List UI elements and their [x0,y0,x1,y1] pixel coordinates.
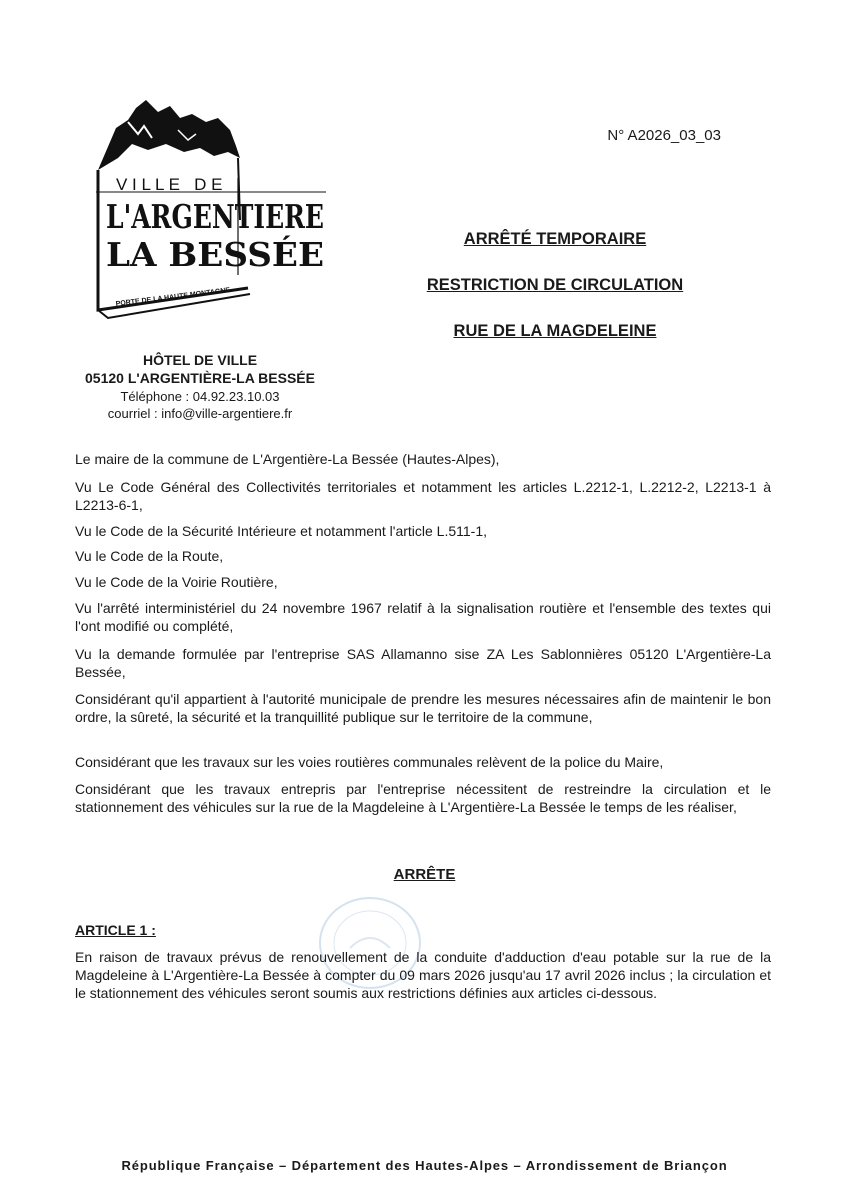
address-phone: Téléphone : 04.92.23.10.03 [120,389,280,404]
town-logo [88,100,333,320]
preamble-considerant-travaux: Considérant que les travaux entrepris par l'entreprise nécessitent de restreindre la circulation et le stationnement des véhicules sur la rue de la Magdeleine à L'Argentière-La Bessée le temps de les réaliser, [75,781,771,815]
logo-line1: L'ARGENTIERE [106,197,324,236]
article1-text: En raison de travaux prévus de renouvellement de la conduite d'adduction d'eau potable sur la rue de la Magdeleine à L'Argentière-La Bessée à compter du 09 mars 2026 jusqu'au 17 avril 2026 inclus ; la circulation et le stationnement des véhicules seront soumis aux restrictions définies aux articles ci-dessous. [75,949,771,1001]
preamble-arrete-1967: Vu l'arrêté interministériel du 24 novembre 1967 relatif à la signalisation routière et l'ensemble des textes qui l'ont modifié ou complété, [75,600,771,634]
preamble-code-route: Vu le Code de la Route, [75,548,224,564]
title-restriction: RESTRICTION DE CIRCULATION [426,276,684,294]
logo-ville-de: V I L L E D E [116,175,223,194]
arrete-heading: ARRÊTE [393,866,456,883]
article1-heading: ARTICLE 1 : [75,922,156,938]
document-number: N° A2026_03_03 [607,127,721,144]
logo-tagline: PORTE DE LA HAUTE MONTAGNE [115,287,231,308]
preamble-demande: Vu la demande formulée par l'entreprise SAS Allamanno sise ZA Les Sablonnières 05120 L'Argentière-La Bessée, [75,646,771,680]
preamble-considerant-ordre: Considérant qu'il appartient à l'autorité municipale de prendre les mesures nécessaires afin de maintenir le bon ordre, la sûreté, la sécurité et la tranquillité publique sur le territoire de la commune, [75,691,771,725]
address-city: 05120 L'ARGENTIÈRE-LA BESSÉE [85,370,315,386]
preamble-csi: Vu le Code de la Sécurité Intérieure et notamment l'article L.511-1, [75,523,488,539]
address-email: courriel : info@ville-argentiere.fr [107,406,293,421]
title-street: RUE DE LA MAGDELEINE [453,322,657,340]
mountain-icon [98,100,240,170]
preamble-mayor: Le maire de la commune de L'Argentière-La Bessée (Hautes-Alpes), [75,451,500,467]
logo-line2: LA BESSÉE [106,235,317,274]
preamble-cgct: Vu Le Code Général des Collectivités territoriales et notamment les articles L.2212-1, L.2212-2, L2213-1 à L2213-6-1, [75,479,771,513]
preamble-code-voirie: Vu le Code de la Voirie Routière, [75,574,278,590]
title-arrete-temporaire: ARRÊTÉ TEMPORAIRE [463,230,647,248]
page-footer: République Française – Département des Hautes-Alpes – Arrondissement de Briançon [121,1158,728,1173]
address-hotel-de-ville: HÔTEL DE VILLE [142,352,258,368]
preamble-considerant-police: Considérant que les travaux sur les voies routières communales relèvent de la police du Maire, [75,754,664,770]
